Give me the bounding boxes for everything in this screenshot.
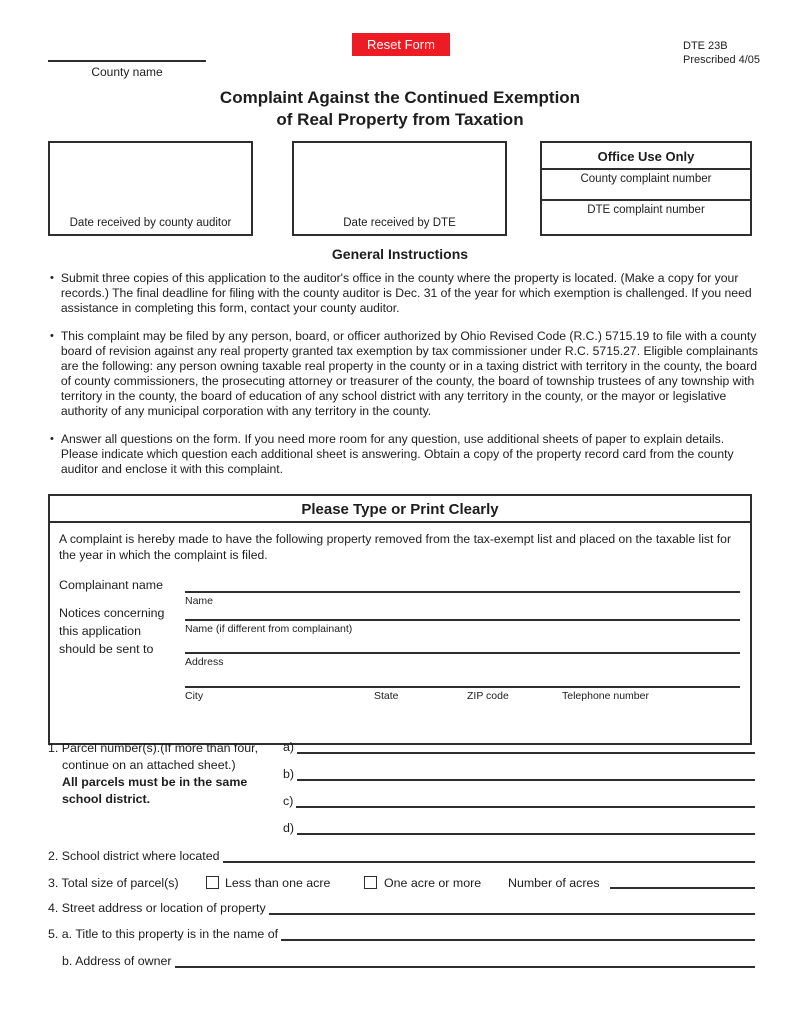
complainant-name-field xyxy=(185,581,740,607)
one-acre-or-more-label: One acre or more xyxy=(384,876,482,890)
form-number: DTE 23B xyxy=(683,40,728,52)
name-caption: Name xyxy=(185,595,214,607)
notice-city-state-zip-field xyxy=(185,676,740,702)
notices-label xyxy=(59,604,164,658)
parcel-line-a xyxy=(283,738,755,754)
notice-city-state-zip-input-line[interactable] xyxy=(185,676,740,688)
question4-label: 4. Street address or location of property xyxy=(48,901,266,915)
question5a-label: 5. a. Title to this property is in the name of xyxy=(48,927,279,941)
date-received-dte-box xyxy=(292,141,507,236)
parcel-line-a-label: a) xyxy=(283,740,295,754)
notices-label-line3: should be sent to xyxy=(59,642,154,656)
number-of-acres-label: Number of acres xyxy=(508,876,600,890)
instruction-bullet-1 xyxy=(40,271,760,316)
office-use-only-box xyxy=(540,141,752,236)
page-title-line2: of Real Property from Taxation xyxy=(276,110,524,129)
complainant-name-label: Complainant name xyxy=(59,578,164,592)
notices-label-line1: Notices concerning xyxy=(59,606,165,620)
instruction-text-1: Submit three copies of this application to the auditor's office in the county where the property is located. (Make a copy for your records.) The final deadline for filing with the county auditor is Dec. 31 of the year for which exemption is challenged. If you need assistance in completing this form, contact your county auditor. xyxy=(60,271,752,315)
parcel-number-c-input-line[interactable] xyxy=(296,794,755,808)
parcel-number-a-input-line[interactable] xyxy=(297,740,755,754)
title-name-input-line[interactable] xyxy=(281,927,755,941)
complaint-intro-text: A complaint is hereby made to have the following property removed from the tax-exempt list and placed on the taxable list for the year in which the complaint is filed. xyxy=(59,532,732,562)
number-of-acres-input-line[interactable] xyxy=(610,875,755,889)
question4-row xyxy=(48,897,755,915)
complainant-name-input-line[interactable] xyxy=(185,581,740,593)
form-identification xyxy=(683,39,760,67)
type-or-print-clearly-box xyxy=(48,494,752,745)
question3-label: 3. Total size of parcel(s) xyxy=(48,876,179,890)
general-instructions-heading: General Instructions xyxy=(331,246,469,262)
bullet-marker: • xyxy=(50,272,54,284)
one-acre-or-more-checkbox[interactable] xyxy=(364,876,377,889)
notice-name-field xyxy=(185,609,740,635)
question1-label xyxy=(48,740,280,808)
date-received-auditor-label: Date received by county auditor xyxy=(69,217,232,229)
form-prescribed-date: Prescribed 4/05 xyxy=(683,54,761,66)
bullet-marker: • xyxy=(50,330,54,342)
city-state-zip-captions xyxy=(185,688,740,702)
less-than-one-acre-checkbox[interactable] xyxy=(206,876,219,889)
parcel-line-c xyxy=(283,792,755,808)
parcel-number-d-input-line[interactable] xyxy=(297,821,755,835)
instruction-bullet-2 xyxy=(40,329,760,419)
parcel-line-b xyxy=(283,765,755,781)
street-address-input-line[interactable] xyxy=(269,901,755,915)
general-instructions-section xyxy=(40,246,760,490)
county-complaint-number-label: County complaint number xyxy=(542,170,750,201)
reset-form-button[interactable]: Reset Form xyxy=(352,33,450,56)
parcel-number-b-input-line[interactable] xyxy=(297,767,755,781)
question5b-label: b. Address of owner xyxy=(62,954,172,968)
page-title-line1: Complaint Against the Continued Exemption xyxy=(219,88,581,107)
question3-row xyxy=(48,871,755,891)
question1-bold-line1: All parcels must be in the same xyxy=(62,775,248,789)
notice-name-input-line[interactable] xyxy=(185,609,740,621)
parcel-line-b-label: b) xyxy=(283,767,295,781)
type-or-print-clearly-title: Please Type or Print Clearly xyxy=(50,496,750,523)
question1-bold-line2: school district. xyxy=(62,792,151,806)
question2-row xyxy=(48,845,755,863)
question5b-row xyxy=(62,950,755,968)
notices-label-line2: this application xyxy=(59,624,141,638)
question2-label: 2. School district where located xyxy=(48,849,220,863)
county-name-input-line[interactable] xyxy=(48,40,206,62)
parcel-line-d-label: d) xyxy=(283,821,295,835)
page-title xyxy=(0,87,800,131)
owner-address-input-line[interactable] xyxy=(175,954,755,968)
date-received-dte-label: Date received by DTE xyxy=(343,217,456,229)
dte-complaint-number-label: DTE complaint number xyxy=(587,204,705,216)
bullet-marker: • xyxy=(50,433,54,445)
state-caption: State xyxy=(374,690,399,702)
zip-code-caption: ZIP code xyxy=(467,690,509,702)
instruction-bullet-3 xyxy=(40,432,760,477)
date-received-auditor-box xyxy=(48,141,253,236)
county-name-field xyxy=(48,40,206,79)
question5a-row xyxy=(48,923,755,941)
question1-line2: continue on an attached sheet.) xyxy=(62,758,236,772)
instruction-text-3: Answer all questions on the form. If you need more room for any question, use additional sheets of paper to explain details. Please indicate which question each additional sheet is answering. Obtain a copy of the property record card from the county auditor and enclose it with this complaint. xyxy=(60,432,734,476)
parcel-line-d xyxy=(283,819,755,835)
telephone-number-caption: Telephone number xyxy=(562,690,649,702)
city-caption: City xyxy=(185,690,204,702)
parcel-line-c-label: c) xyxy=(283,794,294,808)
less-than-one-acre-label: Less than one acre xyxy=(225,876,331,890)
office-use-only-title: Office Use Only xyxy=(542,143,750,170)
school-district-input-line[interactable] xyxy=(223,849,756,863)
address-caption: Address xyxy=(185,656,224,668)
notice-address-input-line[interactable] xyxy=(185,642,740,654)
instruction-text-2: This complaint may be filed by any person, board, or officer authorized by Ohio Revised Code (R.C.) 5715.19 to file with a county board of revision against any real property granted tax exemption by tax commissioner under R.C. 5715.27. Eligible complainants are the following: any person owning taxable real property in the county or in a taxing district with territory in the county, the board of county commissioners, the prosecuting attorney or treasurer of the county, the board of township trustees of any township with territory in the county, the board of education of any school district with any territory in the county, or the mayor or legislative authority of any municipal corporation with any territory in the county. xyxy=(60,329,758,418)
question1-line1: 1. Parcel number(s).(If more than four, xyxy=(48,741,259,755)
alt-name-caption: Name (if different from complainant) xyxy=(185,623,353,635)
notice-address-field xyxy=(185,642,740,668)
county-name-label: County name xyxy=(91,65,163,79)
